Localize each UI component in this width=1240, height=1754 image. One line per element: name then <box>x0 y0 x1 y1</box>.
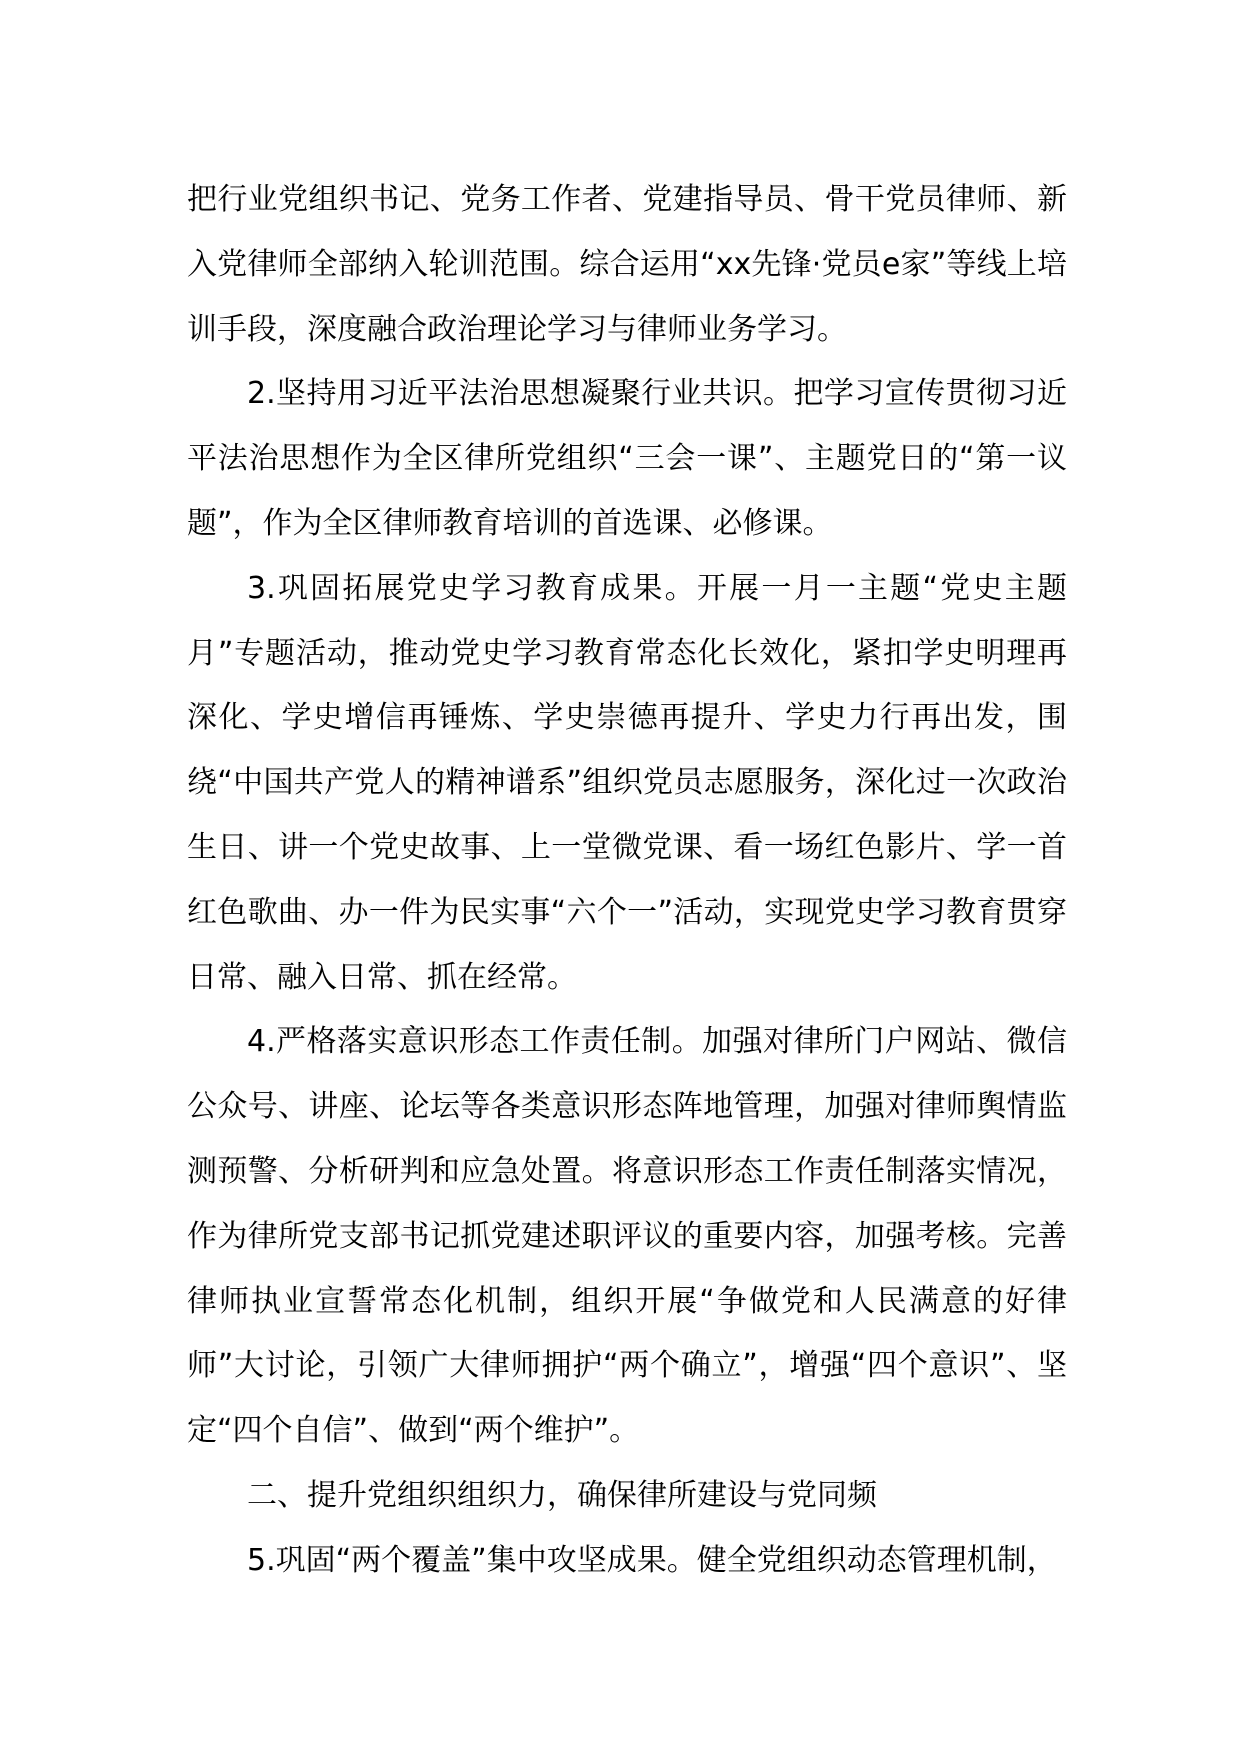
paragraph-training-scope: 把行业党组织书记、党务工作者、党建指导员、骨干党员律师、新入党律师全部纳入轮训范围。综合运用“xx先锋·党员e家”等线上培训手段，深度融合政治理论学习与律师业务学习。 <box>187 182 1067 347</box>
paragraph-item-3: 3.巩固拓展党史学习教育成果。开展一月一主题“党史主题月”专题活动，推动党史学习教育常态化长效化，紧扣学史明理再深化、学史增信再锤炼、学史崇德再提升、学史力行再出发，围绕“中国共产党人的精神谱系”组织党员志愿服务，深化过一次政治生日、讲一个党史故事、上一堂微党课、看一场红色影片、学一首红色歌曲、办一件为民实事“六个一”活动，实现党史学习教育贯穿日常、融入日常、抓在经常。 <box>187 570 1067 995</box>
paragraph-item-2: 2.坚持用习近平法治思想凝聚行业共识。把学习宣传贯彻习近平法治思想作为全区律所党组织“三会一课”、主题党日的“第一议题”，作为全区律师教育培训的首选课、必修课。 <box>187 376 1067 541</box>
paragraph-item-5: 5.巩固“两个覆盖”集中攻坚成果。健全党组织动态管理机制， <box>247 1542 1057 1578</box>
section-heading-2: 二、提升党组织组织力，确保律所建设与党同频 <box>247 1477 877 1513</box>
paragraph-item-4: 4.严格落实意识形态工作责任制。加强对律所门户网站、微信公众号、讲座、论坛等各类意识形态阵地管理，加强对律师舆情监测预警、分析研判和应急处置。将意识形态工作责任制落实情况，作为律所党支部书记抓党建述职评议的重要内容，加强考核。完善律师执业宣誓常态化机制，组织开展“争做党和人民满意的好律师”大讨论，引领广大律师拥护“两个确立”，增强“四个意识”、坚定“四个自信”、做到“两个维护”。 <box>187 1024 1067 1449</box>
document-page <box>187 168 1067 1594</box>
